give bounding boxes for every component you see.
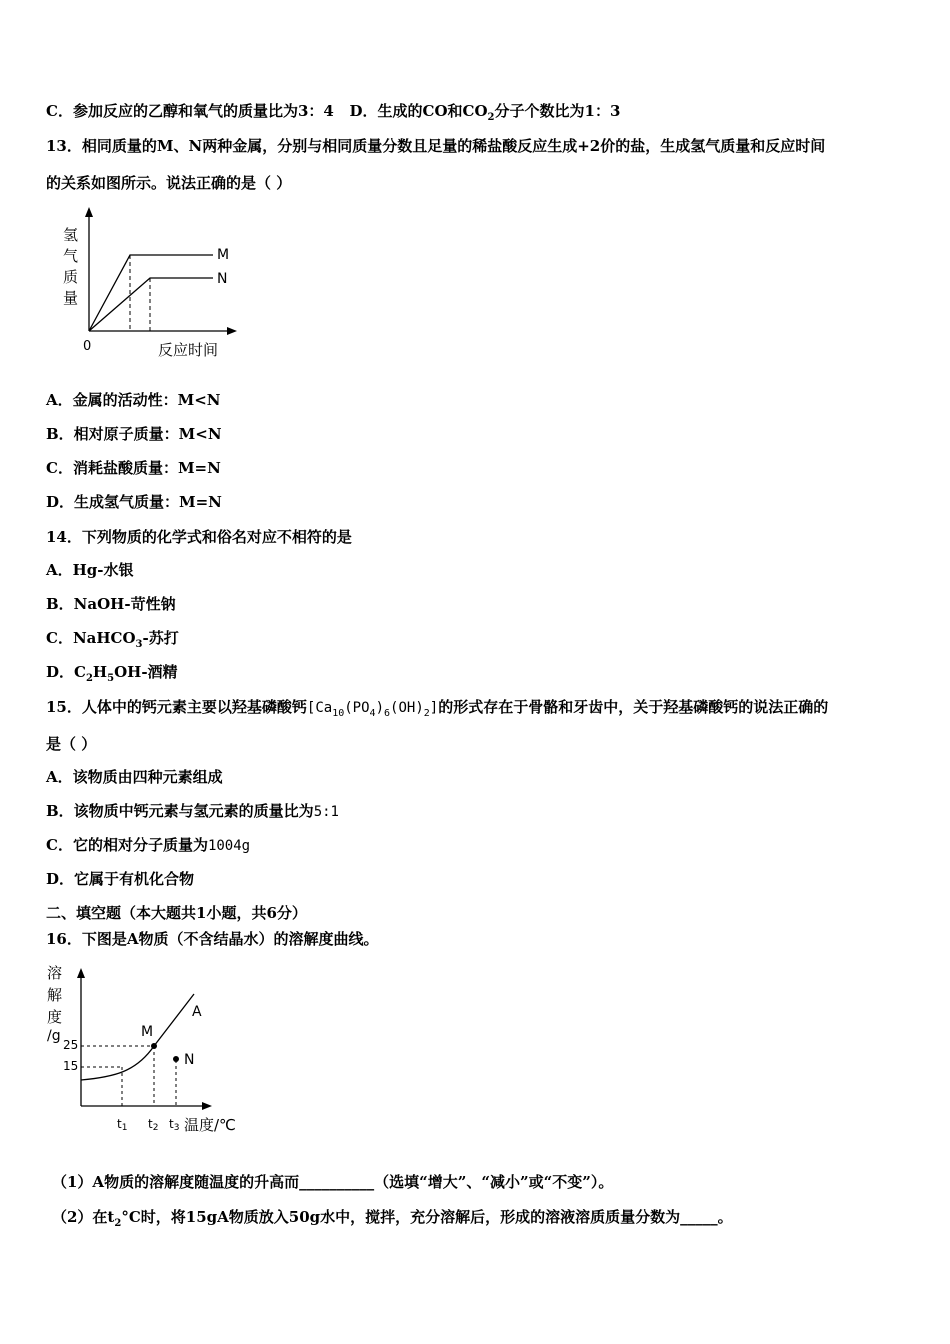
q13-line-m (89, 255, 213, 331)
q16-tick-15: 15 (63, 1059, 79, 1073)
q16-y-label-2: 解 (47, 986, 63, 1004)
q16-tick-t2: t2 (148, 1117, 159, 1133)
q15-option-d: D．它属于有机化合物 (46, 870, 195, 888)
q13-option-a: A．金属的活动性：M<N (46, 391, 221, 409)
q15-option-a: A．该物质由四种元素组成 (46, 768, 223, 786)
q16-label-a: A (192, 1004, 202, 1020)
q13-x-arrow (227, 327, 237, 335)
q16-y-label-1: 溶 (47, 964, 63, 982)
q13-option-c: C．消耗盐酸质量：M=N (46, 459, 221, 477)
q15-stem-line2: 是（ ） (46, 735, 97, 753)
q16-y-arrow (77, 968, 85, 978)
q13-y-label-2: 气 (63, 247, 79, 265)
q16-curve-a (81, 994, 194, 1080)
q14-option-a: A．Hg-水银 (46, 561, 134, 579)
q16-label-m: M (141, 1024, 154, 1040)
q13-label-n: N (217, 271, 228, 287)
q13-x-label: 反应时间 (158, 341, 219, 359)
q13-y-arrow (85, 207, 93, 217)
section2-title: 二、填空题（本大题共1小题，共6分） (46, 904, 307, 922)
q16-point-n (173, 1056, 179, 1062)
q13-stem-line1: 13．相同质量的M、N两种金属，分别与相同质量分数且足量的稀盐酸反应生成+2价的盐，生成氢气质量和反应时间 (46, 137, 826, 155)
q16-x-label: 温度/℃ (184, 1116, 236, 1134)
q16-y-label-4: /g (47, 1028, 61, 1044)
q16-x-arrow (202, 1102, 212, 1110)
q15-option-b: B．该物质中钙元素与氢元素的质量比为5:1 (46, 802, 339, 820)
q14-option-d: D．$C_2H_5OH-$酒精 (46, 663, 178, 684)
q15-option-c: C．它的相对分子质量为1004g (46, 836, 251, 854)
q16-label-n: N (184, 1052, 195, 1068)
q14-stem: 14．下列物质的化学式和俗名对应不相符的是 (46, 528, 352, 546)
q16-y-label-3: 度 (47, 1008, 63, 1026)
q13-y-label-1: 氢 (63, 226, 79, 244)
q12-option-c: C．参加反应的乙醇和氧气的质量比为3：4 (46, 102, 334, 120)
q12-options-cd (46, 101, 620, 128)
q13-graph (55, 205, 255, 365)
q15-stem-line1: 15．人体中的钙元素主要以羟基磷酸钙$[Ca_{10}(PO_4)_6(OH)_2]$的形式存在于骨骼和牙齿中，关于羟基磷酸钙的说法正确的 (46, 698, 829, 719)
q16-graph (44, 960, 254, 1140)
q16-tick-25: 25 (63, 1038, 79, 1052)
q16-point-m (151, 1043, 157, 1049)
q12-option-d: D．生成的CO和$CO_2$分子个数比为1：3 (349, 102, 621, 123)
q13-label-m: M (217, 247, 230, 263)
q16-tick-t1: t1 (117, 1117, 128, 1133)
q16-sub2: （2）在$t_2^\circ C$时，将15gA物质放入50g水中，搅拌，充分溶解后，形成的溶液溶质质量分数为_____。 (52, 1208, 733, 1229)
q16-sub1: （1）A物质的溶解度随温度的升高而__________（选填“增大”、“减小”或“不变”）。 (52, 1173, 614, 1191)
q15-formula: $[Ca_{10}(PO_4)_6(OH)_2]$ (306, 700, 439, 719)
q13-option-d: D．生成氢气质量：M=N (46, 493, 222, 511)
q13-y-label-3: 质 (63, 268, 79, 286)
q14-option-c: C．NaHCO$_3$-苏打 (46, 629, 179, 650)
q13-option-b: B．相对原子质量：M<N (46, 425, 222, 443)
q14-option-b: B．NaOH-苛性钠 (46, 595, 176, 613)
q13-origin: 0 (83, 339, 92, 354)
q16-stem: 16．下图是A物质（不含结晶水）的溶解度曲线。 (46, 930, 379, 948)
q13-y-label-4: 量 (63, 289, 79, 307)
q13-stem-line2: 的关系如图所示。说法正确的是（ ） (46, 174, 292, 192)
q16-tick-t3: t3 (169, 1117, 180, 1133)
q13-line-n (89, 278, 213, 331)
